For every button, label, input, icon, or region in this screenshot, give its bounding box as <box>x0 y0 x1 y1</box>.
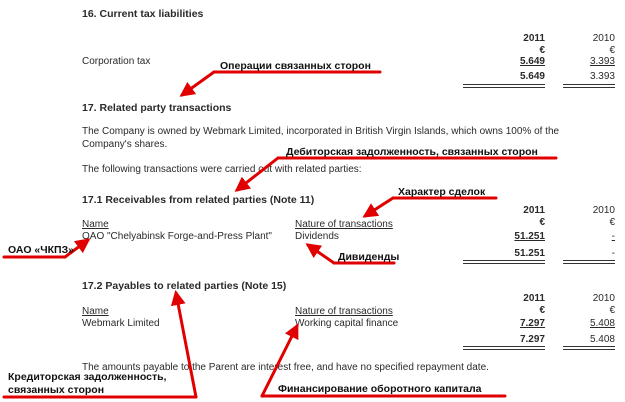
name-header: Name <box>82 306 109 317</box>
col-2010-header: 2010 <box>592 33 615 44</box>
annotation-nature: Характер сделок <box>398 186 486 198</box>
col-2010-header: 2010 <box>592 293 615 304</box>
value-2011: 5.649 <box>519 56 545 67</box>
name-header: Name <box>82 219 109 230</box>
section-17-1-title: 17.1 Receivables from related parties (Note 11) <box>82 194 315 206</box>
arrow-related-ops <box>182 72 214 95</box>
annotation-chkpz: ОАО «ЧКПЗ» <box>8 244 75 256</box>
total-2011: 7.297 <box>519 334 545 345</box>
currency-2011: € <box>539 305 545 316</box>
value-2011: 7.297 <box>519 318 545 329</box>
arrow-payables <box>176 293 196 397</box>
section-16-title: 16. Current tax liabilities <box>82 8 204 20</box>
annotation-payables-line1: Кредиторская задолженность, <box>8 371 167 383</box>
currency-2010: € <box>609 45 615 56</box>
annotation-payables-line2: связанных сторон <box>8 384 105 396</box>
nature-value: Dividends <box>295 231 339 242</box>
value-2010: 5.408 <box>589 318 615 329</box>
arrow-receivables <box>237 158 278 190</box>
total-2011: 5.649 <box>519 71 545 82</box>
value-2010: - <box>611 231 615 242</box>
value-2010: 3.393 <box>589 56 615 67</box>
currency-2011: € <box>539 45 545 56</box>
paragraph-transactions: The following transactions were carried out with related parties: <box>82 164 362 175</box>
col-2010-header: 2010 <box>592 205 615 216</box>
footer-note: The amounts payable to the Parent are interest free, and have no specified repayment date. <box>82 362 489 373</box>
total-2011: 51.251 <box>514 248 545 259</box>
related-party-name: Webmark Limited <box>82 318 160 329</box>
nature-header: Nature of transactions <box>295 306 393 317</box>
annotation-working-capital: Финансирование оборотного капитала <box>278 383 482 395</box>
value-2011: 51.251 <box>514 231 545 242</box>
arrow-nature <box>365 198 393 216</box>
related-party-name: OAO "Chelyabinsk Forge-and-Press Plant" <box>82 231 272 242</box>
total-2010: - <box>611 248 615 259</box>
paragraph-ownership: The Company is owned by Webmark Limited, incorporated in British Virgin Islands, which owns 100% of the <box>82 126 560 137</box>
annotation-receivables: Дебиторская задолженность, связанных сторон <box>286 146 538 158</box>
currency-2010: € <box>609 305 615 316</box>
arrow-dividends <box>308 245 334 263</box>
col-2011-header: 2011 <box>523 293 545 304</box>
nature-header: Nature of transactions <box>295 219 393 230</box>
annotation-dividends: Дивиденды <box>338 251 400 263</box>
paragraph-ownership-cont: Company's shares. <box>82 139 168 150</box>
currency-2010: € <box>609 217 615 228</box>
total-2010: 3.393 <box>589 71 615 82</box>
section-17-title: 17. Related party transactions <box>82 102 232 114</box>
currency-2011: € <box>539 217 545 228</box>
nature-value: Working capital finance <box>295 318 399 329</box>
annotation-related-ops: Операции связанных сторон <box>220 60 371 72</box>
col-2011-header: 2011 <box>523 33 545 44</box>
col-2011-header: 2011 <box>523 205 545 216</box>
row-label-corporation-tax: Corporation tax <box>82 56 151 67</box>
section-17-2-title: 17.2 Payables to related parties (Note 15) <box>82 280 287 292</box>
total-2010: 5.408 <box>589 334 615 345</box>
